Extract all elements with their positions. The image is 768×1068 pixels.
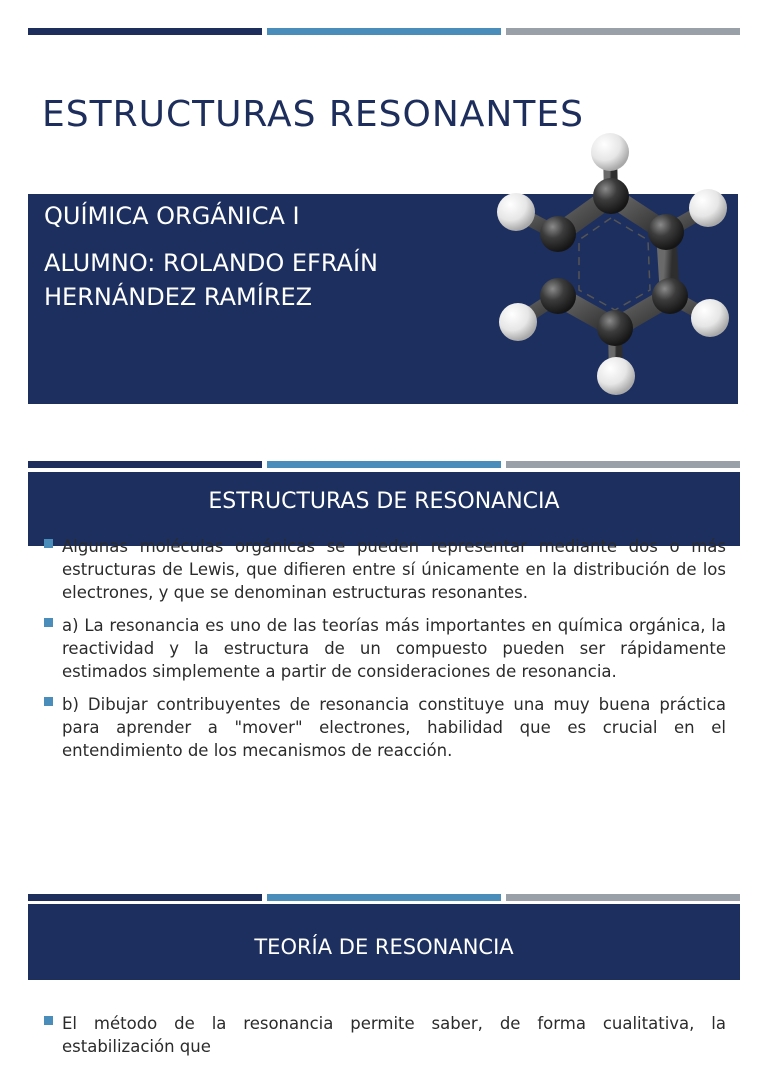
bullet-list [44,535,726,772]
accent-bar-gray [506,461,740,468]
accent-bars [28,894,740,901]
list-item [44,535,726,604]
bullet-square-icon [44,697,53,706]
bullet-text: b) Dibujar contribuyentes de resonancia constituye una muy buena práctica para aprender a "mover" electrones, habilidad que es crucial en el entendimiento de los mecanismos de reacción. [62,695,726,760]
resonance-slide [0,455,768,875]
slide-heading: ESTRUCTURAS DE RESONANCIA [208,489,560,514]
bullet-square-icon [44,539,53,548]
student-subtitle: ALUMNO: ROLANDO EFRAÍN HERNÁNDEZ RAMÍREZ [44,249,378,311]
bullet-text: Algunas moléculas orgánicas se pueden representar mediante dos o más estructuras de Lewis, que difieren entre sí únicamente en la distribución de los electrones, y que se denominan estructuras resonantes. [62,537,726,602]
accent-bar-gray [506,894,740,901]
benzene-molecule-image [490,128,740,400]
bullet-square-icon [44,618,53,627]
accent-bar-gray [506,28,740,35]
title-slide [0,0,768,420]
list-item [44,1012,726,1058]
accent-bar-navy [28,894,262,901]
bullet-text: a) La resonancia es uno de las teorías más importantes en química orgánica, la reactividad y la estructura de un compuesto pueden ser rápidamente estimados simplemente a partir de consideraciones de resonancia. [62,616,726,681]
list-item [44,693,726,762]
slide-heading-banner [28,904,740,980]
accent-bars [28,28,740,35]
slide-heading: TEORÍA DE RESONANCIA [254,935,514,959]
accent-bar-blue [267,894,501,901]
accent-bars [28,461,740,468]
course-subtitle: QUÍMICA ORGÁNICA I [44,202,300,230]
theory-slide [0,890,768,1056]
slide-title: ESTRUCTURAS RESONANTES [42,94,584,135]
accent-bar-blue [267,461,501,468]
list-item [44,614,726,683]
accent-bar-navy [28,461,262,468]
bullet-list [44,1012,726,1068]
accent-bar-blue [267,28,501,35]
bullet-text: El método de la resonancia permite saber, de forma cualitativa, la estabilización que [62,1014,726,1056]
accent-bar-navy [28,28,262,35]
